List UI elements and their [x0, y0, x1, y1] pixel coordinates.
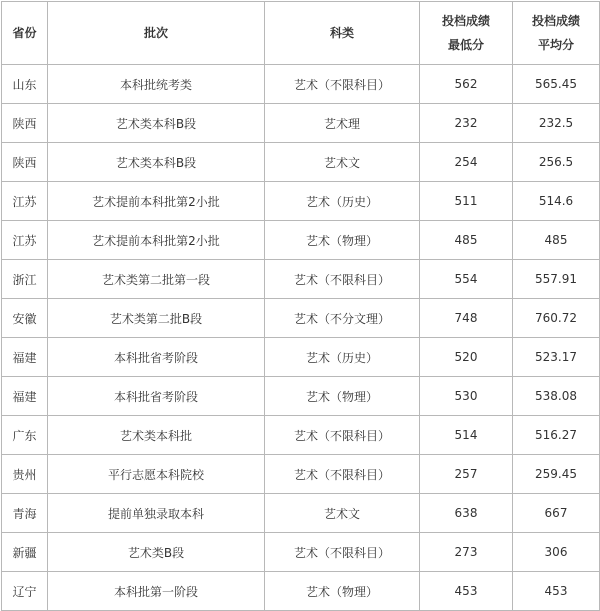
table-row	[2, 65, 600, 104]
header-min-score-line2: 最低分	[447, 38, 484, 52]
header-avg-score-line2: 平均分	[537, 38, 574, 52]
cell-avg-score: 453	[513, 572, 600, 611]
cell-subject: 艺术（不限科目）	[265, 533, 420, 572]
cell-province: 福建	[2, 338, 48, 377]
header-min-score-line1: 投档成绩	[441, 14, 490, 28]
cell-avg-score: 565.45	[513, 65, 600, 104]
cell-avg-score: 232.5	[513, 104, 600, 143]
cell-batch: 本科批省考阶段	[48, 338, 265, 377]
cell-min-score: 562	[420, 65, 513, 104]
cell-province: 陕西	[2, 143, 48, 182]
cell-batch: 艺术类本科B段	[48, 143, 265, 182]
cell-min-score: 257	[420, 455, 513, 494]
cell-avg-score: 538.08	[513, 377, 600, 416]
cell-min-score: 530	[420, 377, 513, 416]
header-avg-score	[513, 2, 600, 65]
table-row	[2, 494, 600, 533]
cell-batch: 平行志愿本科院校	[48, 455, 265, 494]
header-batch-label: 批次	[143, 26, 168, 40]
cell-batch: 本科批第一阶段	[48, 572, 265, 611]
header-avg-score-line1: 投档成绩	[531, 14, 580, 28]
header-province	[2, 2, 48, 65]
cell-subject: 艺术理	[265, 104, 420, 143]
cell-province: 贵州	[2, 455, 48, 494]
table-header-row	[2, 2, 600, 65]
cell-avg-score: 523.17	[513, 338, 600, 377]
table-row	[2, 377, 600, 416]
cell-batch: 提前单独录取本科	[48, 494, 265, 533]
cell-min-score: 554	[420, 260, 513, 299]
cell-subject: 艺术（历史）	[265, 338, 420, 377]
table-row	[2, 221, 600, 260]
cell-min-score: 514	[420, 416, 513, 455]
cell-avg-score: 557.91	[513, 260, 600, 299]
cell-batch: 艺术提前本科批第2小批	[48, 221, 265, 260]
cell-batch: 艺术类本科批	[48, 416, 265, 455]
cell-min-score: 520	[420, 338, 513, 377]
cell-subject: 艺术（不限科目）	[265, 455, 420, 494]
cell-min-score: 485	[420, 221, 513, 260]
header-province-label: 省份	[12, 26, 37, 40]
cell-subject: 艺术（历史）	[265, 182, 420, 221]
cell-avg-score: 760.72	[513, 299, 600, 338]
cell-batch: 艺术类第二批B段	[48, 299, 265, 338]
cell-avg-score: 259.45	[513, 455, 600, 494]
cell-batch: 艺术类第二批第一段	[48, 260, 265, 299]
header-batch	[48, 2, 265, 65]
cell-avg-score: 667	[513, 494, 600, 533]
cell-batch: 本科批统考类	[48, 65, 265, 104]
cell-avg-score: 514.6	[513, 182, 600, 221]
cell-min-score: 232	[420, 104, 513, 143]
cell-subject: 艺术（物理）	[265, 221, 420, 260]
table-row	[2, 533, 600, 572]
table-row	[2, 416, 600, 455]
cell-min-score: 254	[420, 143, 513, 182]
cell-province: 山东	[2, 65, 48, 104]
table-row	[2, 299, 600, 338]
cell-min-score: 511	[420, 182, 513, 221]
header-min-score	[420, 2, 513, 65]
cell-subject: 艺术（物理）	[265, 572, 420, 611]
header-subject-label: 科类	[329, 26, 354, 40]
cell-subject: 艺术文	[265, 494, 420, 533]
cell-province: 青海	[2, 494, 48, 533]
cell-batch: 艺术提前本科批第2小批	[48, 182, 265, 221]
cell-min-score: 638	[420, 494, 513, 533]
cell-province: 江苏	[2, 221, 48, 260]
cell-province: 福建	[2, 377, 48, 416]
table-row	[2, 260, 600, 299]
table-row	[2, 455, 600, 494]
cell-province: 江苏	[2, 182, 48, 221]
cell-subject: 艺术（不分文理）	[265, 299, 420, 338]
cell-subject: 艺术（不限科目）	[265, 260, 420, 299]
cell-province: 辽宁	[2, 572, 48, 611]
cell-avg-score: 256.5	[513, 143, 600, 182]
cell-batch: 艺术类B段	[48, 533, 265, 572]
cell-min-score: 748	[420, 299, 513, 338]
cell-subject: 艺术（不限科目）	[265, 416, 420, 455]
cell-province: 陕西	[2, 104, 48, 143]
cell-batch: 艺术类本科B段	[48, 104, 265, 143]
cell-min-score: 273	[420, 533, 513, 572]
cell-subject: 艺术（物理）	[265, 377, 420, 416]
header-subject	[265, 2, 420, 65]
cell-subject: 艺术（不限科目）	[265, 65, 420, 104]
cell-province: 浙江	[2, 260, 48, 299]
cell-batch: 本科批省考阶段	[48, 377, 265, 416]
cell-province: 新疆	[2, 533, 48, 572]
cell-subject: 艺术文	[265, 143, 420, 182]
cell-avg-score: 485	[513, 221, 600, 260]
cell-avg-score: 516.27	[513, 416, 600, 455]
cell-province: 广东	[2, 416, 48, 455]
admission-scores-table	[1, 1, 600, 611]
table-row	[2, 104, 600, 143]
table-row	[2, 182, 600, 221]
table-row	[2, 338, 600, 377]
cell-min-score: 453	[420, 572, 513, 611]
table-row	[2, 572, 600, 611]
table-row	[2, 143, 600, 182]
cell-province: 安徽	[2, 299, 48, 338]
cell-avg-score: 306	[513, 533, 600, 572]
